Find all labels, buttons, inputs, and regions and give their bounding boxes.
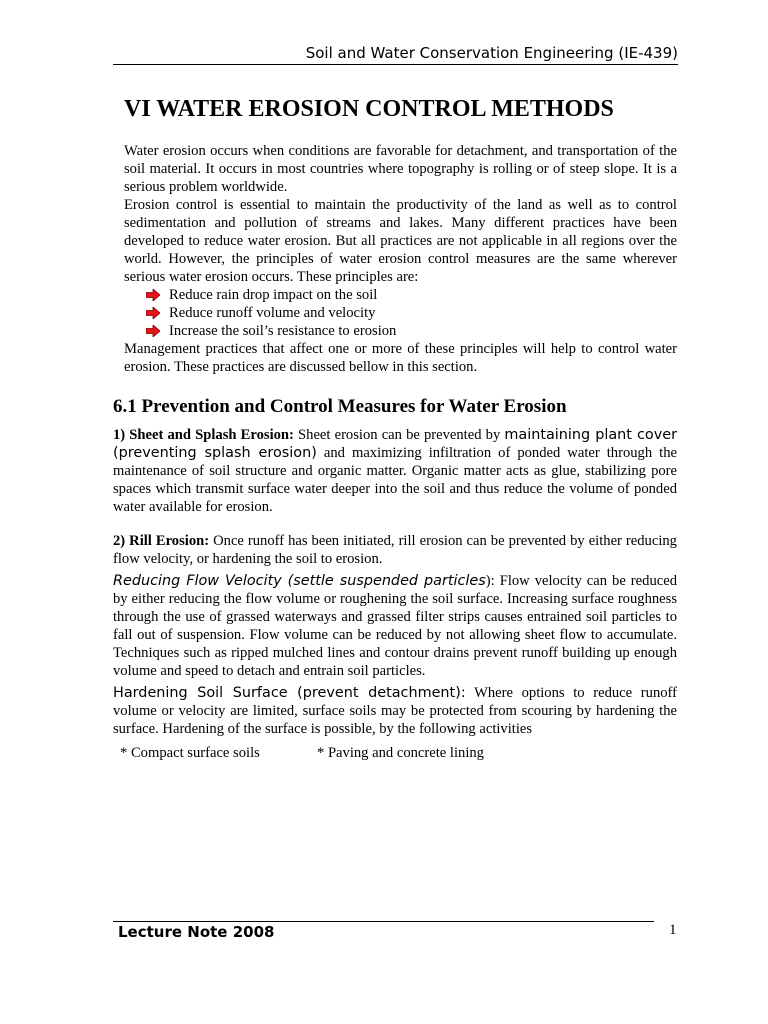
list-item <box>146 286 677 304</box>
rill-erosion-paragraph <box>113 532 677 568</box>
list-item <box>146 304 677 322</box>
page-body <box>113 94 677 762</box>
running-header: Soil and Water Conservation Engineering (IE-439) <box>113 44 678 65</box>
list-item-text: Increase the soil’s resistance to erosion <box>169 323 397 339</box>
section-title: 6.1 Prevention and Control Measures for Water Erosion <box>113 396 567 417</box>
activities-list <box>113 744 677 762</box>
chapter-title: VI WATER EROSION CONTROL METHODS <box>124 96 614 122</box>
rill-erosion-label: 2) Rill Erosion: <box>113 533 210 549</box>
intro-paragraph-2: Erosion control is essential to maintain the productivity of the land as well as to control sedimentation and pollution of streams and lakes. Many different practices have been developed to reduce water erosion. But all practices are not applicable in all regions over the world. However, the principles of water erosion control measures are the same wherever serious water erosion occurs. These principles are: <box>124 197 677 285</box>
hardening-text: Where options to reduce runoff volume or velocity are limited, surface soils may be protected from scouring by hardening the surface. Hardening of the surface is possible, by the following activities <box>113 685 677 737</box>
footer-lecture-note: Lecture Note 2008 <box>118 923 275 941</box>
activity-item: * Compact surface soils <box>120 745 260 761</box>
rill-erosion-text: Once runoff has been initiated, rill erosion can be prevented by either reducing flow velocity, or hardening the soil to erosion. <box>113 533 677 567</box>
intro-paragraph-3: Management practices that affect one or more of these principles will help to control water erosion. These practices are discussed bellow in this section. <box>124 341 677 375</box>
sheet-erosion-paragraph <box>113 426 677 516</box>
list-item-text: Reduce runoff volume and velocity <box>169 305 376 321</box>
flow-velocity-paragraph <box>113 572 677 680</box>
activity-item: * Paving and concrete lining <box>317 745 484 761</box>
page-number: 1 <box>669 922 677 938</box>
principles-list <box>124 286 677 340</box>
arrow-bullet-icon <box>146 289 160 301</box>
intro-paragraph-1: Water erosion occurs when conditions are favorable for detachment, and transportation of the soil material. It occurs in most countries where topography is rolling or of steep slope. It is a serious problem worldwide. <box>124 143 677 195</box>
hardening-label: Hardening Soil Surface (prevent detachment): <box>113 685 466 701</box>
sheet-erosion-emphasis: maintaining plant cover (preventing splash erosion) <box>113 427 677 461</box>
footer-divider <box>113 921 654 922</box>
flow-velocity-label: Reducing Flow Velocity (settle suspended particles <box>113 573 486 589</box>
sheet-erosion-text-b: and maximizing infiltration of ponded water through the maintenance of soil structure and organic matter. Organic matter acts as glue, stabilizing pore spaces which transmit surface water deeper into the soil and thus reduce the volume of ponded water available for erosion. <box>113 445 677 515</box>
list-item <box>146 322 677 340</box>
arrow-bullet-icon <box>146 307 160 319</box>
flow-velocity-text: ): Flow velocity can be reduced by either reducing the flow volume or roughening the soil surface. Increasing surface roughness through the use of grassed waterways and grassed filter strips causes entrained soil particles to fall out of suspension. Flow volume can be reduced by not allowing sheet flow to accumulate. Techniques such as ripped mulched lines and contour drains prevent runoff building up enough volume and speed to detach and entrain soil particles. <box>113 573 677 679</box>
list-item-text: Reduce rain drop impact on the soil <box>169 287 378 303</box>
sheet-erosion-text-a: Sheet erosion can be prevented by <box>293 427 505 443</box>
sheet-erosion-label: 1) Sheet and Splash Erosion: <box>113 427 294 443</box>
intro-section <box>124 142 677 376</box>
hardening-paragraph <box>113 684 677 738</box>
arrow-bullet-icon <box>146 325 160 337</box>
